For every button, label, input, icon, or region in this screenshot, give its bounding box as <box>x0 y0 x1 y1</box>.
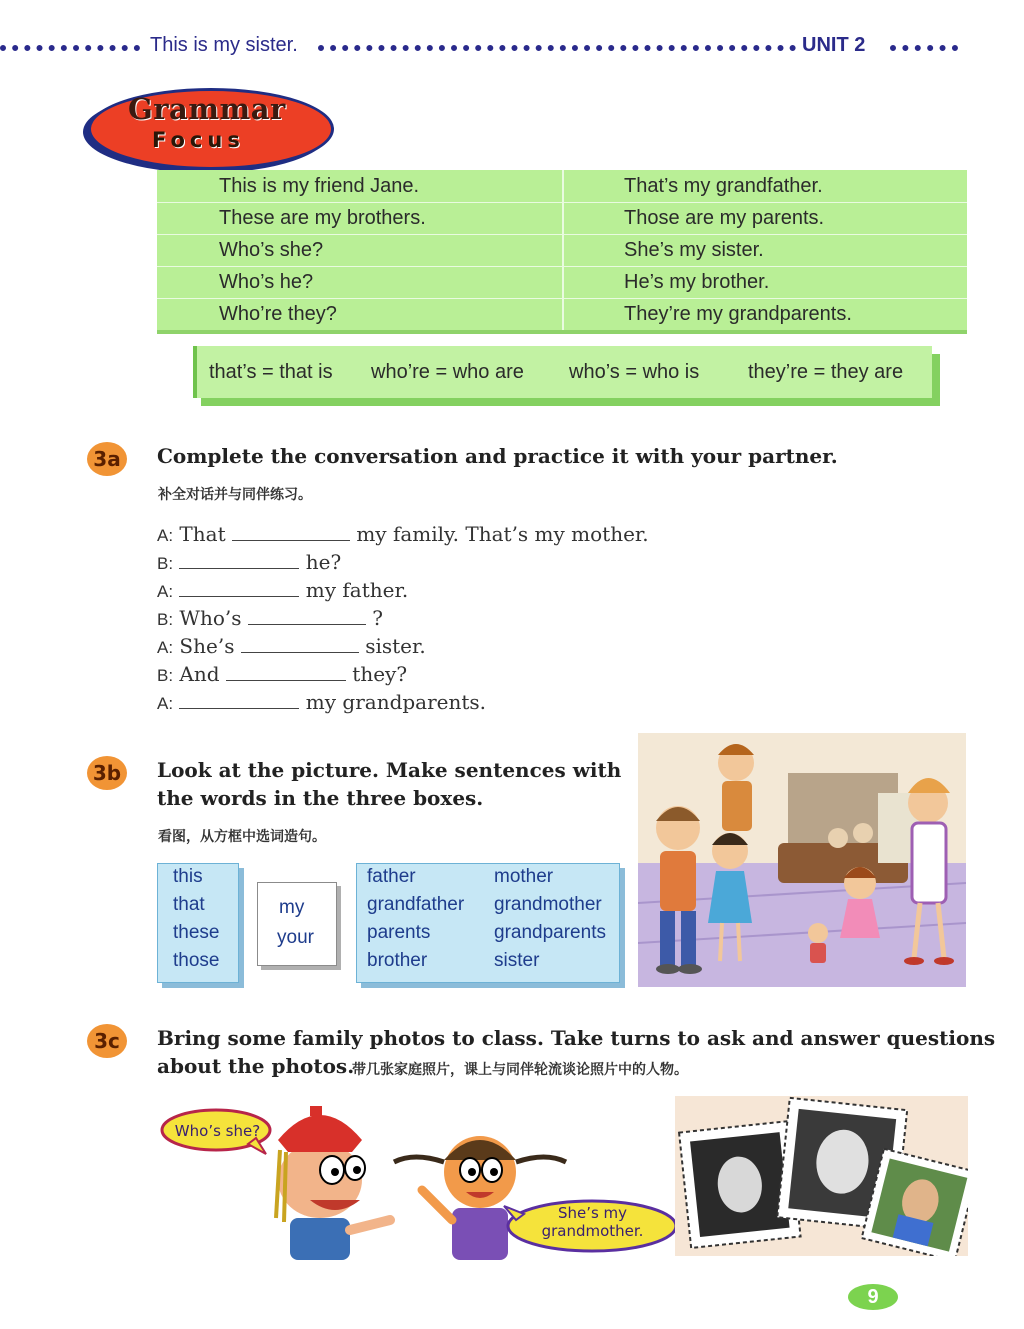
header-dots-left <box>0 45 140 57</box>
contraction-item: who’s = who is <box>569 361 700 383</box>
section-3c-instruction-line1: Bring some family photos to class. Take turns to ask and answer questions <box>157 1026 996 1050</box>
dialogue-text-before: Who’s <box>179 606 242 630</box>
speaker-label: B: <box>157 610 174 629</box>
dialogue-text-after: ? <box>372 606 383 630</box>
dialogue-text-after: they? <box>352 662 408 686</box>
table-cell-right: They’re my grandparents. <box>624 303 852 325</box>
dialogue-text-after: sister. <box>365 634 426 658</box>
contraction-item: who’re = who are <box>371 361 524 383</box>
answer-blank[interactable] <box>241 652 359 653</box>
section-number-3c: 3c <box>87 1024 127 1058</box>
section-number-3b: 3b <box>87 756 127 790</box>
header-dots-middle <box>318 45 796 57</box>
speaker-label: B: <box>157 554 174 573</box>
dialogue-line <box>157 662 407 686</box>
table-cell-left: Who’s she? <box>219 239 324 261</box>
contraction-item: they’re = they are <box>748 361 904 383</box>
page-number: 9 <box>848 1284 898 1310</box>
answer-blank[interactable] <box>248 624 366 625</box>
section-3b-instruction-line1: Look at the picture. Make sentences with <box>157 758 622 782</box>
speaker-label: A: <box>157 638 174 657</box>
family-scene-image <box>638 733 966 987</box>
dialogue-text-after: he? <box>305 550 342 574</box>
table-cell-left: These are my brothers. <box>219 207 426 229</box>
speech-bubble-answer-line2: grandmother. <box>541 1222 644 1240</box>
answer-blank[interactable] <box>179 708 299 709</box>
dialogue-text-before: That <box>179 522 226 546</box>
table-column-divider <box>562 170 564 330</box>
word-item: grandfather <box>367 894 465 915</box>
word-item: grandmother <box>494 894 602 915</box>
word-item: these <box>173 922 220 943</box>
table-cell-left: This is my friend Jane. <box>219 175 420 197</box>
section-3c-instruction-line2: about the photos. <box>157 1054 355 1078</box>
section-number-3a: 3a <box>87 442 127 476</box>
word-item: that <box>173 894 205 915</box>
dialogue-text-after: my grandparents. <box>305 690 487 714</box>
table-cell-right: He’s my brother. <box>624 271 770 293</box>
table-cell-right: Those are my parents. <box>624 207 825 229</box>
word-item: grandparents <box>494 922 606 943</box>
family-illustration <box>638 733 966 987</box>
section-3b-instruction-cn: 看图，从方框中选词造句。 <box>158 829 326 845</box>
header-title: This is my sister. <box>150 34 298 56</box>
speech-bubble-question-text: Who’s she? <box>174 1122 261 1140</box>
dialogue-text-before: She’s <box>179 634 235 658</box>
dialogue-line <box>157 578 408 602</box>
answer-blank[interactable] <box>179 568 299 569</box>
word-box-possessives <box>257 882 337 966</box>
speaker-label: A: <box>157 694 174 713</box>
word-item: brother <box>367 950 428 971</box>
table-cell-right: That’s my grandfather. <box>624 175 823 197</box>
header-unit: UNIT 2 <box>802 34 866 56</box>
speaker-label: B: <box>157 666 174 685</box>
grammar-focus-subtitle: Focus <box>152 128 245 152</box>
dialogue-text-after: my family. That’s my mother. <box>356 522 649 546</box>
word-item: mother <box>494 866 554 887</box>
dialogue-text-after: my father. <box>305 578 409 602</box>
table-cell-left: Who’re they? <box>219 303 337 325</box>
grammar-table <box>157 170 967 334</box>
word-item: father <box>367 866 416 887</box>
word-item: my <box>279 897 305 918</box>
word-item: sister <box>494 950 540 971</box>
dialogue-line <box>157 522 649 546</box>
dialogue-line <box>157 550 341 574</box>
speech-bubble-answer-line1: She’s my <box>557 1204 628 1222</box>
word-item: parents <box>367 922 431 943</box>
answer-blank[interactable] <box>226 680 346 681</box>
section-3a-instruction: Complete the conversation and practice it with your partner. <box>157 444 838 468</box>
grammar-focus-title: Grammar <box>128 92 286 126</box>
header-dots-right <box>890 45 958 57</box>
word-item: this <box>173 866 203 887</box>
section-3a-instruction-cn: 补全对话并与同伴练习。 <box>158 487 312 503</box>
family-photos-image <box>675 1096 968 1256</box>
word-item: those <box>173 950 220 971</box>
contraction-item: that’s = that is <box>209 361 333 383</box>
section-3c-instruction-cn: 带几张家庭照片，课上与同伴轮流谈论照片中的人物。 <box>352 1062 688 1078</box>
table-cell-left: Who’s he? <box>219 271 314 293</box>
section-3b-instruction-line2: the words in the three boxes. <box>157 786 484 810</box>
speaker-label: A: <box>157 526 174 545</box>
dialogue-line <box>157 606 383 630</box>
table-cell-right: She’s my sister. <box>624 239 764 261</box>
dialogue-line <box>157 634 426 658</box>
speaker-label: A: <box>157 582 174 601</box>
answer-blank[interactable] <box>179 596 299 597</box>
dialogue-text-before: And <box>179 662 220 686</box>
answer-blank[interactable] <box>232 540 350 541</box>
word-item: your <box>277 927 314 948</box>
dialogue-line <box>157 690 486 714</box>
